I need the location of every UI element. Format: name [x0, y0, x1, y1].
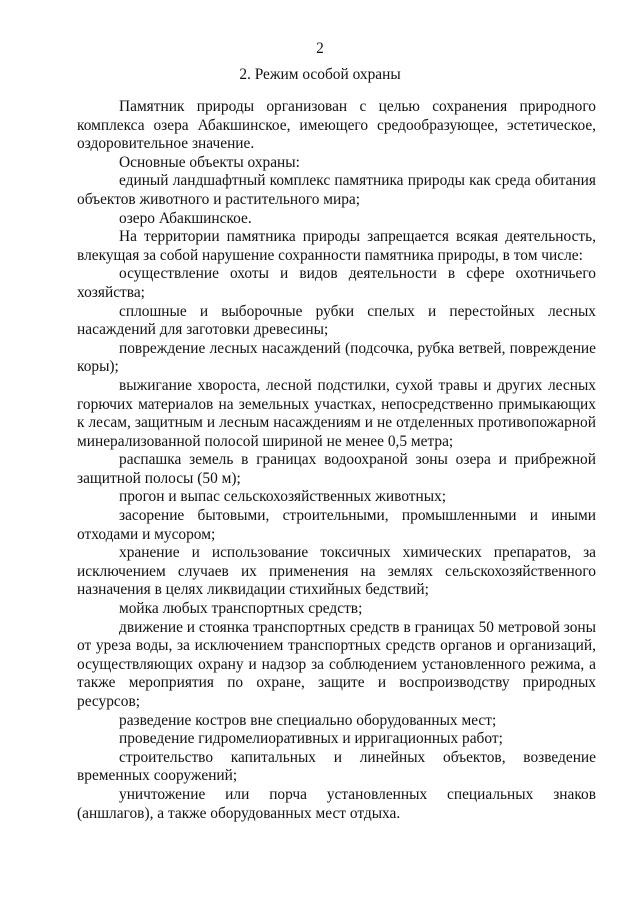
paragraph-logging: сплошные и выборочные рубки спелых и перестойных лесных насаждений для заготовки древесины;	[77, 302, 596, 339]
paragraph-prohibitions-intro: На территории памятника природы запрещается всякая деятельность, влекущая за собой нарушение сохранности памятника природы, в том числе:	[77, 228, 596, 264]
paragraph-landscape-complex: единый ландшафтный комплекс памятника природы как среда обитания объектов животного и растительного мира;	[77, 172, 596, 208]
paragraph-hunting: осуществление охоты и видов деятельности в сфере охотничьего хозяйства;	[77, 265, 596, 301]
paragraph-vehicle-washing: мойка любых транспортных средств;	[119, 600, 363, 618]
paragraph-irrigation: проведение гидромелиоративных и ирригационных работ;	[119, 730, 503, 748]
paragraph-burning: выжигание хвороста, лесной подстилки, сухой травы и других лесных горючих материалов на земельных участках, непосредственно примыкающих к лесам, защитным и лесным насаждениям и не отделенных противопожарной минерализованной полосой шириной не менее 0,5 метра;	[77, 376, 596, 450]
paragraph-grazing: прогон и выпас сельскохозяйственных животных;	[119, 488, 447, 506]
paragraph-campfires: разведение костров вне специально оборудованных мест;	[119, 711, 497, 729]
paragraph-purpose: Памятник природы организован с целью сохранения природного комплекса озера Абакшинское, имеющего средообразующее, эстетическое, оздоровительное значение.	[77, 98, 596, 153]
paragraph-vehicle-traffic: движение и стоянка транспортных средств в границах 50 метровой зоны от уреза воды, за исключением транспортных средств органов и организаций, осуществляющих охрану и надзор за соблюдением установленного режима, а также мероприятия по охране, защите и воспроизводству природных ресурсов;	[77, 618, 596, 710]
section-title: 2. Режим особой охраны	[239, 66, 401, 83]
paragraph-plowing: распашка земель в границах водоохраной зоны озера и прибрежной защитной полосы (50 м);	[77, 451, 596, 487]
page-number: 2	[316, 40, 324, 57]
paragraph-chemicals: хранение и использование токсичных химических препаратов, за исключением случаев их применения на землях сельскохозяйственного назначения в целях ликвидации стихийных бедствий;	[77, 544, 596, 599]
paragraph-objects-heading: Основные объекты охраны:	[119, 153, 300, 171]
paragraph-forest-damage: повреждение лесных насаждений (подсочка, рубка ветвей, повреждение коры);	[77, 339, 596, 376]
paragraph-construction: строительство капитальных и линейных объектов, возведение временных сооружений;	[77, 748, 596, 785]
paragraph-lake: озеро Абакшинское.	[119, 209, 252, 227]
paragraph-littering: засорение бытовыми, строительными, промышленными и иными отходами и мусором;	[77, 507, 596, 543]
paragraph-signs: уничтожение или порча установленных специальных знаков (аншлагов), а также оборудованных мест отдыха.	[77, 785, 596, 822]
document-body	[77, 98, 596, 823]
